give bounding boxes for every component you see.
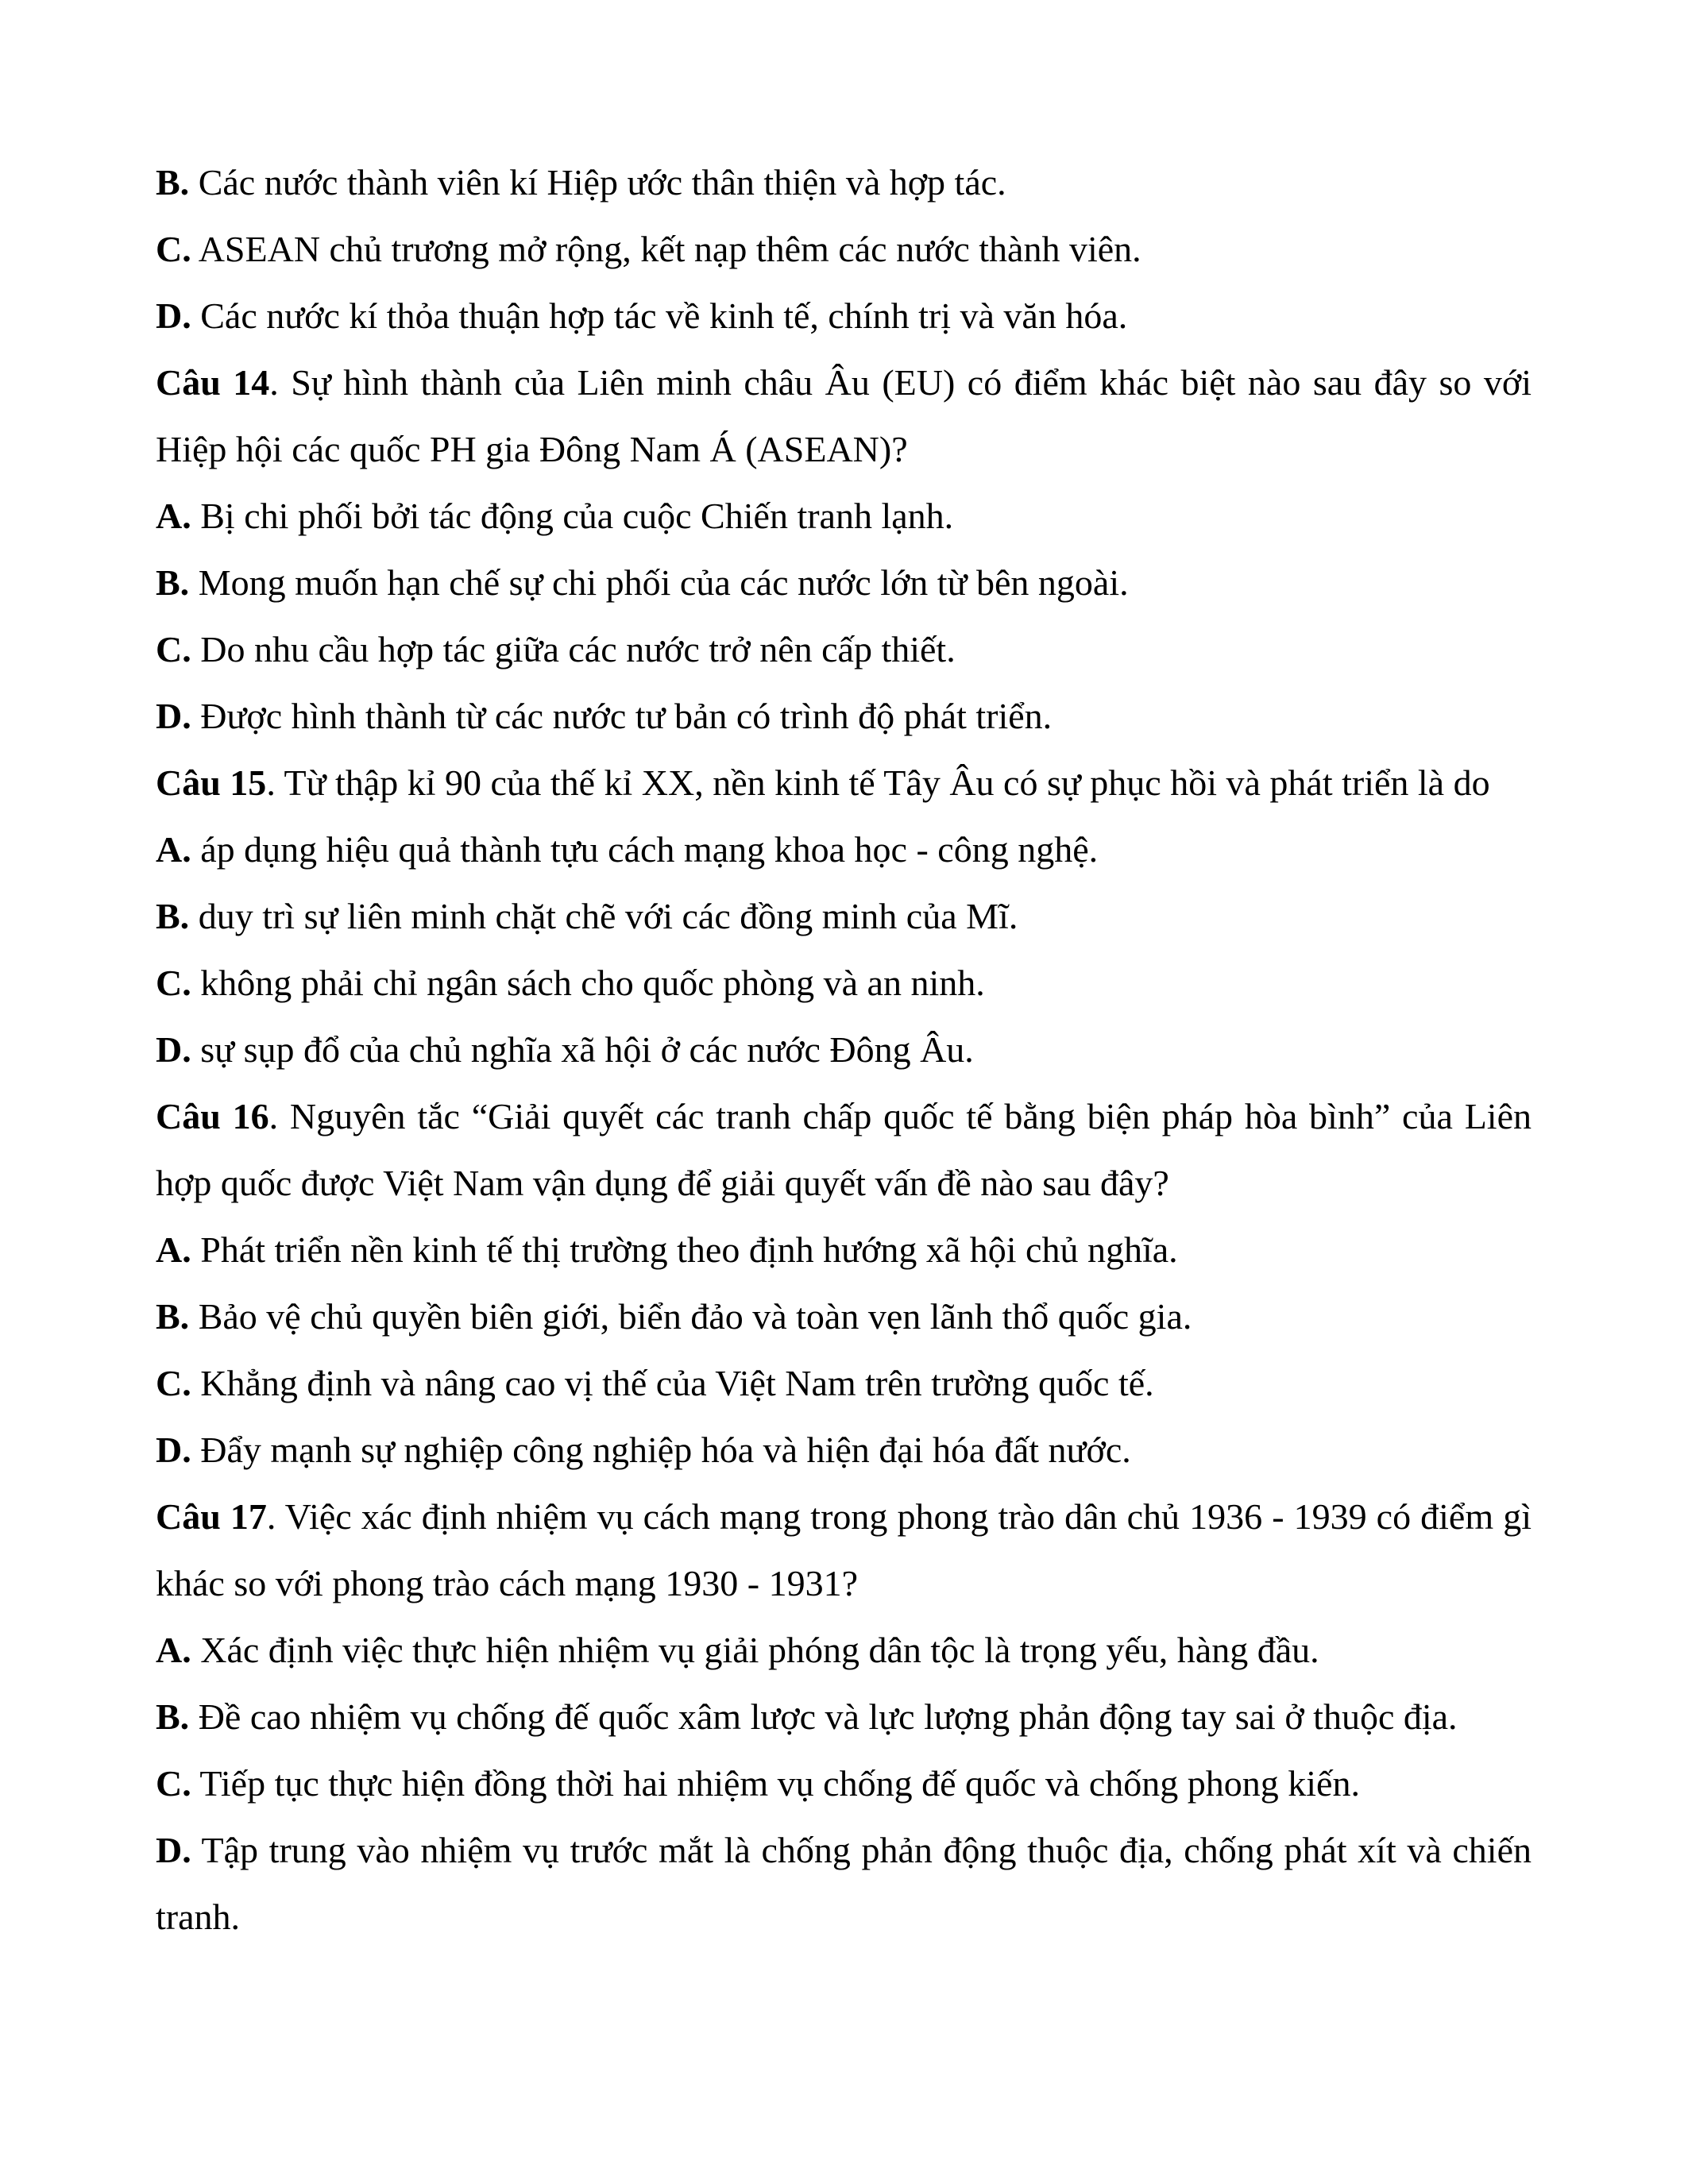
question-text: . Việc xác định nhiệm vụ cách mạng trong phong trào dân chủ 1936 - 1939 có điểm gì khác so với phong trào cách mạng 1930 - 1931? [156,1496,1532,1603]
option-text: áp dụng hiệu quả thành tựu cách mạng khoa học - công nghệ. [191,829,1099,870]
option-text: Mong muốn hạn chế sự chi phối của các nước lớn từ bên ngoài. [189,562,1129,603]
question-label: Câu 17 [156,1496,267,1537]
option-letter: C. [156,229,191,269]
q15-option-b [156,883,1532,950]
option-letter: D. [156,1029,191,1070]
option-text: ASEAN chủ trương mở rộng, kết nạp thêm các nước thành viên. [191,229,1141,269]
option-text: duy trì sự liên minh chặt chẽ với các đồng minh của Mĩ. [189,896,1018,936]
question-text: . Nguyên tắc “Giải quyết các tranh chấp quốc tế bằng biện pháp hòa bình” của Liên hợp quốc được Việt Nam vận dụng để giải quyết vấn đề nào sau đây? [156,1096,1532,1203]
option-letter: D. [156,295,191,336]
option-text: Tập trung vào nhiệm vụ trước mắt là chống phản động thuộc địa, chống phát xít và chiến tranh. [156,1830,1532,1937]
q14-stem [156,349,1532,483]
option-text: Bị chi phối bởi tác động của cuộc Chiến tranh lạnh. [191,496,954,536]
q16-option-d [156,1417,1532,1484]
option-letter: C. [156,963,191,1003]
option-text: Các nước thành viên kí Hiệp ước thân thiện và hợp tác. [189,162,1006,203]
option-text: Do nhu cầu hợp tác giữa các nước trở nên cấp thiết. [191,629,956,669]
option-letter: A. [156,496,191,536]
q17-stem [156,1484,1532,1617]
option-letter: A. [156,1630,191,1670]
q15-option-a [156,816,1532,883]
option-letter: D. [156,1430,191,1470]
option-letter: A. [156,1229,191,1270]
document-page [156,149,1532,1951]
option-text: Được hình thành từ các nước tư bản có trình độ phát triển. [191,696,1053,736]
question-text: . Từ thập kỉ 90 của thế kỉ XX, nền kinh tế Tây Âu có sự phục hồi và phát triển là do [266,762,1490,803]
q15-stem [156,750,1532,816]
option-letter: A. [156,829,191,870]
q16-option-c [156,1350,1532,1417]
option-text: Tiếp tục thực hiện đồng thời hai nhiệm vụ chống đế quốc và chống phong kiến. [191,1763,1360,1804]
option-text: Khẳng định và nâng cao vị thế của Việt Nam trên trường quốc tế. [191,1363,1154,1403]
option-text: không phải chỉ ngân sách cho quốc phòng và an ninh. [191,963,985,1003]
q14-option-c [156,616,1532,683]
q13-option-b [156,149,1532,216]
q15-option-d [156,1017,1532,1083]
option-letter: B. [156,1696,190,1737]
option-letter: C. [156,1763,191,1804]
q17-option-b [156,1684,1532,1750]
option-letter: D. [156,696,191,736]
option-letter: C. [156,629,191,669]
option-text: Xác định việc thực hiện nhiệm vụ giải phóng dân tộc là trọng yếu, hàng đầu. [191,1630,1319,1670]
q16-stem [156,1083,1532,1217]
option-text: Phát triển nền kinh tế thị trường theo định hướng xã hội chủ nghĩa. [191,1229,1178,1270]
option-letter: B. [156,162,190,203]
option-letter: C. [156,1363,191,1403]
q14-option-a [156,483,1532,550]
option-letter: B. [156,562,190,603]
q14-option-b [156,550,1532,616]
option-letter: B. [156,896,190,936]
q13-option-d [156,283,1532,349]
q14-option-d [156,683,1532,750]
q16-option-a [156,1217,1532,1283]
option-letter: D. [156,1830,191,1870]
option-text: sự sụp đổ của chủ nghĩa xã hội ở các nước Đông Âu. [191,1029,974,1070]
q17-option-a [156,1617,1532,1684]
q13-option-c [156,216,1532,283]
option-text: Các nước kí thỏa thuận hợp tác về kinh tế, chính trị và văn hóa. [191,295,1128,336]
question-label: Câu 16 [156,1096,269,1136]
option-text: Bảo vệ chủ quyền biên giới, biển đảo và toàn vẹn lãnh thổ quốc gia. [189,1296,1192,1337]
question-text: . Sự hình thành của Liên minh châu Âu (EU) có điểm khác biệt nào sau đây so với Hiệp hội các quốc PH gia Đông Nam Á (ASEAN)? [156,362,1532,469]
option-text: Đề cao nhiệm vụ chống đế quốc xâm lược và lực lượng phản động tay sai ở thuộc địa. [189,1696,1458,1737]
q17-option-c [156,1750,1532,1817]
option-letter: B. [156,1296,190,1337]
question-label: Câu 15 [156,762,267,803]
option-text: Đẩy mạnh sự nghiệp công nghiệp hóa và hiện đại hóa đất nước. [191,1430,1131,1470]
q16-option-b [156,1283,1532,1350]
q15-option-c [156,950,1532,1017]
q17-option-d [156,1817,1532,1951]
question-label: Câu 14 [156,362,270,403]
